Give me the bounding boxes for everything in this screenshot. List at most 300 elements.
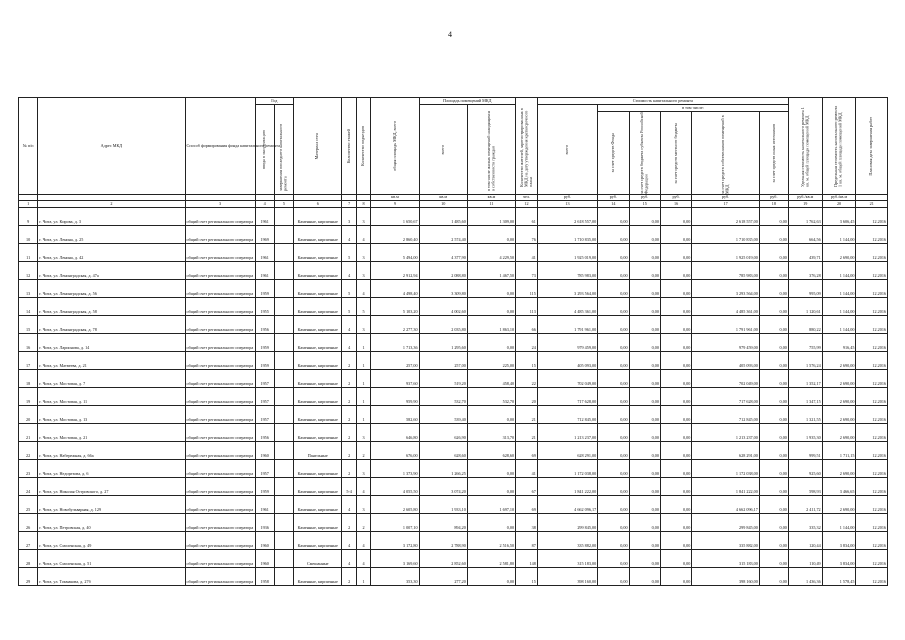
cell-aa: 894,20 (419, 514, 467, 532)
cell-addr: г. Чита, ул. Мостовая, д. 21 (38, 424, 185, 442)
cell-addr: г. Чита, ул. Мостовая, д. 7 (38, 370, 185, 388)
cell-own: 1 791 961,00 (692, 316, 760, 334)
cell-ta: 2 277,30 (371, 316, 419, 334)
cell-mc: 916,45 (822, 334, 856, 352)
cell-own: 398 160,00 (692, 568, 760, 586)
cell-fl: 4 (342, 316, 356, 334)
cell-f: 0,00 (598, 316, 629, 334)
cell-method: общий счет регионального оператора (185, 244, 255, 262)
cell-ar: 0,00 (467, 514, 515, 532)
cell-lb: 0,00 (660, 406, 691, 424)
cell-method: общий счет регионального оператора (185, 388, 255, 406)
hdr-specific-cost: Удельная стоимость капитального ремонта 1 кв. м. общей площади помещений МКД (788, 98, 822, 195)
cell-aa: 1 295,60 (419, 334, 467, 352)
cell-ar: 1 467,50 (467, 262, 515, 280)
cell-n: 28 (19, 550, 38, 568)
cell-dl: 12.2016 (856, 514, 888, 532)
cell-res: 38 (516, 514, 538, 532)
cell-aa: 3 074,20 (419, 478, 467, 496)
cell-ct: 785 983,00 (537, 262, 597, 280)
cell-addr: г. Чита, ул. Набережная, д. 66а (38, 442, 185, 460)
cell-method: общий счет регионального оператора (185, 568, 255, 586)
cell-n: 22 (19, 442, 38, 460)
cell-wall: Каменные, кирпичные (294, 226, 342, 244)
column-number: 17 (692, 201, 760, 208)
cell-addr: г. Чита, ул. Ленинградская, д. 47а (38, 262, 185, 280)
cell-y2 (274, 370, 293, 388)
cell-wall: Каменные, кирпичные (294, 424, 342, 442)
cell-wall: Каменные, кирпичные (294, 370, 342, 388)
unit-cell: руб. (598, 195, 629, 201)
cell-ta: 1 007,10 (371, 514, 419, 532)
cell-method: общий счет регионального оператора (185, 442, 255, 460)
cell-oth: 0,00 (759, 442, 788, 460)
table-row (19, 442, 888, 460)
cell-ta: 257,00 (371, 352, 419, 370)
cell-dl: 12.2016 (856, 226, 888, 244)
cell-addr: г. Чита, ул. Матвеева, д. 21 (38, 352, 185, 370)
cell-ct: 335 882,00 (537, 532, 597, 550)
cell-lb: 0,00 (660, 298, 691, 316)
cell-wall: Каменные, кирпичные (294, 514, 342, 532)
cell-y1: 1958 (255, 568, 274, 586)
table-body (19, 208, 888, 586)
hdr-total-area: общая площадь МКД, всего (371, 98, 419, 195)
cell-method: общий счет регионального оператора (185, 532, 255, 550)
cell-dl: 12.2016 (856, 208, 888, 226)
hdr-other: за счет средств иных источников (759, 112, 788, 195)
cell-n: 24 (19, 478, 38, 496)
cell-ar: 0,00 (467, 280, 515, 298)
cell-fl: 4 (342, 550, 356, 568)
cell-addr: г. Чита, ул. Кирова, д. 3 (38, 208, 185, 226)
cell-y2 (274, 550, 293, 568)
cell-ta: 676,00 (371, 442, 419, 460)
cell-y1: 1957 (255, 388, 274, 406)
column-number: 14 (598, 201, 629, 208)
cell-aa: 532,70 (419, 388, 467, 406)
cell-res: 24 (516, 334, 538, 352)
cell-sb: 0,00 (629, 262, 660, 280)
cell-lb: 0,00 (660, 424, 691, 442)
cell-ent: 3 (356, 262, 370, 280)
cell-wall: Каменные, кирпичные (294, 298, 342, 316)
cell-sb: 0,00 (629, 550, 660, 568)
cell-oth: 0,00 (759, 280, 788, 298)
cell-ct: 979 459,00 (537, 334, 597, 352)
repair-plan-table (18, 97, 888, 586)
column-number: 18 (759, 201, 788, 208)
cell-addr: г. Чита, ул. Токмакова, д. 27б (38, 568, 185, 586)
table-row (19, 568, 888, 586)
cell-dl: 12.2016 (856, 352, 888, 370)
cell-sc: 1 935,30 (788, 424, 822, 442)
table-row (19, 226, 888, 244)
cell-n: 21 (19, 424, 38, 442)
cell-n: 19 (19, 388, 38, 406)
cell-method: общий счет регионального оператора (185, 550, 255, 568)
cell-sb: 0,00 (629, 316, 660, 334)
cell-ent: 4 (356, 550, 370, 568)
cell-res: 113 (516, 298, 538, 316)
cell-addr: г. Чита, ул. Смоленская, д. 51 (38, 550, 185, 568)
cell-ct: 702 049,00 (537, 370, 597, 388)
table-row (19, 460, 888, 478)
cell-sc: 376,28 (788, 262, 822, 280)
cell-fl: 2 (342, 406, 356, 424)
cell-dl: 12.2016 (856, 316, 888, 334)
cell-method: общий счет регионального оператора (185, 262, 255, 280)
cell-own: 1 925 019,00 (692, 244, 760, 262)
cell-ta: 2 912,94 (371, 262, 419, 280)
cell-ta: 5 103,20 (371, 298, 419, 316)
cell-ta: 2 605,80 (371, 496, 419, 514)
cell-ar: 0,00 (467, 226, 515, 244)
cell-f: 0,00 (598, 496, 629, 514)
cell-ct: 1 791 961,00 (537, 316, 597, 334)
cell-aa: 257,00 (419, 352, 467, 370)
cell-sb: 0,00 (629, 514, 660, 532)
cell-aa: 1 485,60 (419, 208, 467, 226)
cell-own: 315 183,00 (692, 550, 760, 568)
cell-n: 17 (19, 352, 38, 370)
cell-mc: 2 690,00 (822, 388, 856, 406)
cell-ct: 3 293 564,00 (537, 280, 597, 298)
cell-oth: 0,00 (759, 226, 788, 244)
cell-y1: 1961 (255, 208, 274, 226)
cell-lb: 0,00 (660, 316, 691, 334)
cell-y2 (274, 532, 293, 550)
cell-addr: г. Чита, ул. Петровская, д. 40 (38, 514, 185, 532)
cell-sb: 0,00 (629, 478, 660, 496)
cell-n: 25 (19, 496, 38, 514)
cell-ent: 1 (356, 352, 370, 370)
column-number: 15 (629, 201, 660, 208)
cell-mc: 1 144,00 (822, 298, 856, 316)
cell-fl: 5 (342, 298, 356, 316)
cell-n: 13 (19, 280, 38, 298)
cell-own: 717 628,00 (692, 388, 760, 406)
cell-mc: 1 711,15 (822, 442, 856, 460)
hdr-cost-total: всего (537, 105, 597, 195)
cell-lb: 0,00 (660, 244, 691, 262)
cell-method: общий счет регионального оператора (185, 424, 255, 442)
cell-y2 (274, 460, 293, 478)
cell-n: 16 (19, 334, 38, 352)
cell-mc: 1 144,00 (822, 514, 856, 532)
cell-sc: 110,49 (788, 550, 822, 568)
cell-ct: 1 213 237,00 (537, 424, 597, 442)
cell-ct: 717 628,00 (537, 388, 597, 406)
cell-ent: 4 (356, 226, 370, 244)
cell-sc: 1 352,17 (788, 370, 822, 388)
cell-ent: 3 (356, 208, 370, 226)
cell-ta: 959,90 (371, 388, 419, 406)
unit-cell: руб./кв.м (822, 195, 856, 201)
cell-n: 20 (19, 406, 38, 424)
cell-own: 2 618 557,00 (692, 208, 760, 226)
cell-addr: г. Чита, ул. Ленинградская, д. 56 (38, 280, 185, 298)
cell-ct: 1 841 222,00 (537, 478, 597, 496)
cell-f: 0,00 (598, 298, 629, 316)
hdr-wall: Материал стен (294, 98, 342, 195)
cell-mc: 1 578,45 (822, 568, 856, 586)
cell-f: 0,00 (598, 406, 629, 424)
cell-method: общий счет регионального оператора (185, 514, 255, 532)
cell-y2 (274, 568, 293, 586)
hdr-incl: в том числе: (598, 105, 789, 112)
cell-mc: 3 466,65 (822, 478, 856, 496)
cell-addr: г. Чита, ул. Новобульварная, д. 129 (38, 496, 185, 514)
cell-sc: 335,32 (788, 514, 822, 532)
cell-dl: 12.2016 (856, 262, 888, 280)
cell-ta: 3 172,80 (371, 532, 419, 550)
cell-fl: 4 (342, 262, 356, 280)
cell-dl: 12.2016 (856, 298, 888, 316)
cell-aa: 4 377,90 (419, 244, 467, 262)
cell-aa: 519,20 (419, 370, 467, 388)
cell-ar: 0,00 (467, 478, 515, 496)
cell-oth: 0,00 (759, 298, 788, 316)
cell-n: 9 (19, 208, 38, 226)
table-row (19, 352, 888, 370)
cell-oth: 0,00 (759, 550, 788, 568)
cell-ar: 1 309,00 (467, 208, 515, 226)
cell-ta: 1 713,36 (371, 334, 419, 352)
cell-sb: 0,00 (629, 370, 660, 388)
cell-y1: 1969 (255, 226, 274, 244)
cell-sc: 664,56 (788, 226, 822, 244)
cell-ar: 0,00 (467, 298, 515, 316)
unit-cell: руб. (759, 195, 788, 201)
cell-wall: Каменные, кирпичные (294, 388, 342, 406)
cell-addr: г. Чита, ул. Смоленская, д. 49 (38, 532, 185, 550)
cell-wall: Каменные, кирпичные (294, 406, 342, 424)
cell-oth: 0,00 (759, 424, 788, 442)
cell-oth: 0,00 (759, 514, 788, 532)
cell-fl: 5 (342, 244, 356, 262)
table-row (19, 298, 888, 316)
cell-res: 41 (516, 460, 538, 478)
cell-sb: 0,00 (629, 406, 660, 424)
cell-own: 3 293 564,00 (692, 280, 760, 298)
cell-ct: 299 845,00 (537, 514, 597, 532)
cell-res: 21 (516, 406, 538, 424)
column-number: 12 (516, 201, 538, 208)
cell-aa: 3 309,80 (419, 280, 467, 298)
unit-cell: кв.м (419, 195, 467, 201)
unit-cell: руб. (660, 195, 691, 201)
cell-n: 12 (19, 262, 38, 280)
cell-lb: 0,00 (660, 334, 691, 352)
table-row (19, 370, 888, 388)
column-number: 19 (788, 201, 822, 208)
cell-mc: 3 606,45 (822, 208, 856, 226)
cell-sb: 0,00 (629, 424, 660, 442)
cell-mc: 2 690,00 (822, 370, 856, 388)
cell-aa: 628,60 (419, 442, 467, 460)
cell-oth: 0,00 (759, 208, 788, 226)
cell-ta: 1 373,90 (371, 460, 419, 478)
cell-oth: 0,00 (759, 460, 788, 478)
cell-addr: г. Чита, ул. Ленина, д. 25 (38, 226, 185, 244)
cell-method: общий счет регионального оператора (185, 460, 255, 478)
cell-oth: 0,00 (759, 406, 788, 424)
cell-ent: 4 (356, 532, 370, 550)
cell-res: 148 (516, 550, 538, 568)
cell-n: 27 (19, 532, 38, 550)
cell-res: 115 (516, 280, 538, 298)
cell-aa: 539,40 (419, 406, 467, 424)
cell-y2 (274, 424, 293, 442)
cell-aa: 2 574,40 (419, 226, 467, 244)
cell-ct: 2 618 557,00 (537, 208, 597, 226)
cell-dl: 12.2016 (856, 550, 888, 568)
cell-f: 0,00 (598, 532, 629, 550)
cell-y2 (274, 244, 293, 262)
cell-sc: 598,93 (788, 478, 822, 496)
cell-oth: 0,00 (759, 244, 788, 262)
table-row (19, 496, 888, 514)
cell-ta: 353,30 (371, 568, 419, 586)
cell-dl: 12.2016 (856, 406, 888, 424)
cell-f: 0,00 (598, 334, 629, 352)
cell-y1: 1961 (255, 262, 274, 280)
cell-sc: 1 436,36 (788, 568, 822, 586)
cell-ent: 3 (356, 460, 370, 478)
cell-aa: 2 788,90 (419, 532, 467, 550)
cell-fl: 2 (342, 514, 356, 532)
cell-ct: 4 662 096,17 (537, 496, 597, 514)
table-row (19, 550, 888, 568)
cell-sb: 0,00 (629, 244, 660, 262)
cell-f: 0,00 (598, 550, 629, 568)
cell-sc: 1 321,55 (788, 406, 822, 424)
cell-ta: 1 650,67 (371, 208, 419, 226)
cell-oth: 0,00 (759, 316, 788, 334)
column-number: 3 (185, 201, 255, 208)
cell-sb: 0,00 (629, 532, 660, 550)
cell-lb: 0,00 (660, 514, 691, 532)
column-numbers-row (19, 201, 888, 208)
cell-aa: 2 852,60 (419, 550, 467, 568)
cell-mc: 2 690,00 (822, 460, 856, 478)
cell-method: общий счет регионального оператора (185, 298, 255, 316)
cell-ent: 4 (356, 478, 370, 496)
cell-ct: 1 172 038,00 (537, 460, 597, 478)
cell-ent: 1 (356, 370, 370, 388)
cell-ent: 3 (356, 244, 370, 262)
cell-fl: 2 (342, 568, 356, 586)
cell-y1: 1959 (255, 352, 274, 370)
cell-sb: 0,00 (629, 442, 660, 460)
hdr-local-budget: за счет средств местного бюджета (660, 112, 691, 195)
cell-sb: 0,00 (629, 226, 660, 244)
unit-cell: руб. (629, 195, 660, 201)
cell-ar: 532,70 (467, 388, 515, 406)
cell-oth: 0,00 (759, 388, 788, 406)
column-number: 2 (38, 201, 185, 208)
cell-wall: Каменные, кирпичные (294, 208, 342, 226)
cell-ent: 2 (356, 442, 370, 460)
cell-fl: 2 (342, 352, 356, 370)
cell-fl: 2 (342, 424, 356, 442)
cell-ar: 2 581,80 (467, 550, 515, 568)
cell-aa: 1 266,25 (419, 460, 467, 478)
cell-sb: 0,00 (629, 334, 660, 352)
cell-res: 20 (516, 388, 538, 406)
cell-f: 0,00 (598, 370, 629, 388)
cell-dl: 12.2016 (856, 334, 888, 352)
cell-wall: Каменные, кирпичные (294, 532, 342, 550)
cell-own: 712 845,00 (692, 406, 760, 424)
hdr-area-group: Площадь помещений МКД (419, 98, 516, 105)
table-row (19, 334, 888, 352)
cell-y2 (274, 280, 293, 298)
hdr-cost-group: Стоимость капитального ремонта (537, 98, 788, 105)
cell-mc: 2 690,00 (822, 496, 856, 514)
cell-res: 67 (516, 478, 538, 496)
cell-method: общий счет регионального оператора (185, 406, 255, 424)
cell-own: 299 845,00 (692, 514, 760, 532)
cell-y2 (274, 316, 293, 334)
column-number: 10 (419, 201, 467, 208)
cell-ent: 3 (356, 424, 370, 442)
hdr-year: Год (255, 98, 294, 105)
cell-mc: 3 834,00 (822, 532, 856, 550)
cell-res: 22 (516, 370, 538, 388)
column-number: 16 (660, 201, 691, 208)
cell-fl: 2 (342, 460, 356, 478)
cell-f: 0,00 (598, 478, 629, 496)
cell-wall: Смешанные (294, 550, 342, 568)
cell-mc: 1 144,00 (822, 316, 856, 334)
cell-sc: 880,22 (788, 316, 822, 334)
cell-lb: 0,00 (660, 280, 691, 298)
cell-own: 1 172 038,00 (692, 460, 760, 478)
hdr-area-resid: в том числе жилых помещений находящихся в собственности граждан (467, 105, 515, 195)
cell-method: общий счет регионального оператора (185, 226, 255, 244)
cell-mc: 1 144,00 (822, 226, 856, 244)
cell-y1: 1960 (255, 442, 274, 460)
column-number: 8 (356, 201, 370, 208)
column-number: 20 (822, 201, 856, 208)
unit-cell: руб. (537, 195, 597, 201)
cell-mc: 2 690,00 (822, 352, 856, 370)
cell-sc: 999,51 (788, 442, 822, 460)
cell-y1: 1961 (255, 496, 274, 514)
cell-mc: 2 690,00 (822, 406, 856, 424)
cell-sb: 0,00 (629, 568, 660, 586)
cell-ent: 1 (356, 406, 370, 424)
column-number: 13 (537, 201, 597, 208)
cell-own: 1 710 835,00 (692, 226, 760, 244)
cell-y2 (274, 352, 293, 370)
cell-mc: 3 834,00 (822, 550, 856, 568)
cell-res: 41 (516, 244, 538, 262)
cell-ar: 458,40 (467, 370, 515, 388)
cell-method: общий счет регионального оператора (185, 496, 255, 514)
table-row (19, 280, 888, 298)
cell-own: 335 882,00 (692, 532, 760, 550)
cell-y2 (274, 406, 293, 424)
table-row (19, 478, 888, 496)
cell-y2 (274, 478, 293, 496)
cell-f: 0,00 (598, 514, 629, 532)
cell-ent: 3 (356, 316, 370, 334)
cell-res: 21 (516, 424, 538, 442)
column-number: 5 (274, 201, 293, 208)
